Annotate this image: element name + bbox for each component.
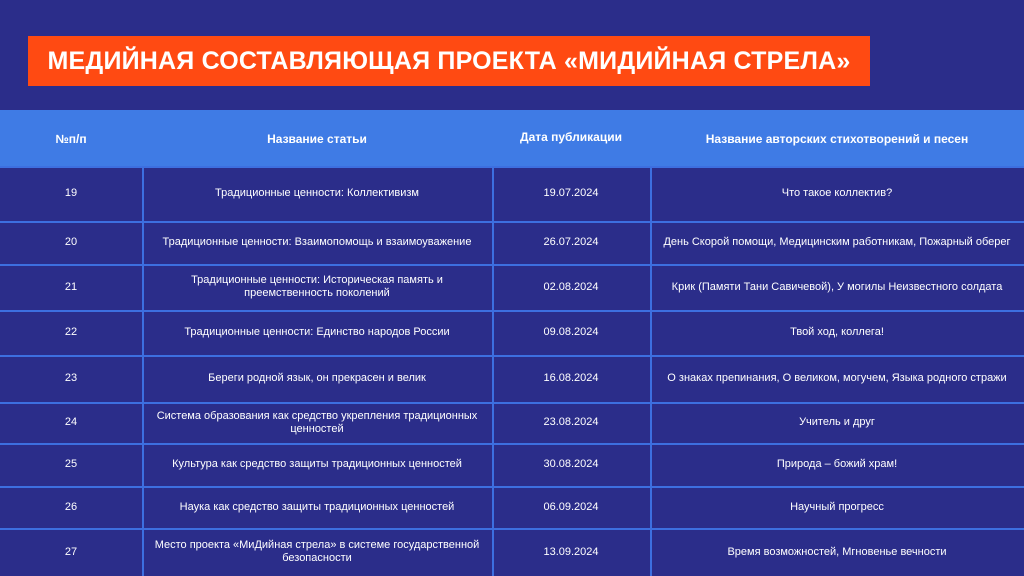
column-divider [650,445,652,486]
cell-article: Система образования как средство укрепления традиционных ценностей [156,409,478,435]
cell-num: 20 [64,236,78,248]
cell-num: 26 [64,500,78,513]
cell-article: Береги родной язык, он прекрасен и велик [208,372,426,384]
column-divider [142,312,144,355]
cell-date: 02.08.2024 [543,280,599,293]
header-article: Название статьи [267,132,367,146]
table-row [0,528,1024,576]
column-divider [650,168,652,221]
cell-article: Традиционные ценности: Взаимопомощь и взаимоуважение [162,236,472,248]
cell-date: 06.09.2024 [543,500,599,513]
table-row [0,443,1024,486]
table-row [0,166,1024,221]
column-divider [650,488,652,528]
cell-article: Традиционные ценности: Историческая память и преемственность поколений [191,274,443,299]
table-row [0,310,1024,355]
column-divider [492,530,494,576]
cell-poems: Крик (Памяти Тани Савичевой), У могилы Неизвестного солдата [671,280,1003,293]
cell-poems: Учитель и друг [799,416,875,428]
cell-date: 16.08.2024 [543,372,599,384]
cell-num: 25 [64,458,78,470]
column-divider [650,312,652,355]
cell-article: Место проекта «МиДийная стрела» в системе государственной безопасности [154,539,480,564]
cell-date: 26.07.2024 [543,236,599,248]
column-divider [492,445,494,486]
cell-poems: Научный прогресс [790,500,884,513]
column-divider [492,312,494,355]
cell-poems: О знаках препинания, О великом, могучем, Языка родного стражи [667,372,1007,384]
column-divider [142,168,144,221]
cell-num: 22 [64,326,78,338]
row-divider [0,264,1024,266]
cell-article: Культура как средство защиты традиционных ценностей [172,458,462,470]
column-divider [142,488,144,528]
column-divider [650,266,652,310]
cell-date: 13.09.2024 [543,545,599,558]
column-divider [142,357,144,402]
table-row [0,402,1024,443]
column-divider [650,223,652,264]
header-num: №п/п [55,132,87,146]
column-divider [142,266,144,310]
row-divider [0,528,1024,530]
cell-poems: Что такое коллектив? [781,187,893,199]
table-row [0,221,1024,264]
cell-article: Традиционные ценности: Единство народов России [184,326,450,338]
cell-article: Наука как средство защиты традиционных ценностей [179,500,455,513]
row-divider [0,310,1024,312]
cell-num: 23 [64,372,78,384]
column-divider [142,530,144,576]
column-divider [650,404,652,443]
slide-title: МЕДИЙНАЯ СОСТАВЛЯЮЩАЯ ПРОЕКТА «МИДИЙНАЯ СТРЕЛА» [47,46,851,75]
row-divider [0,221,1024,223]
column-divider [492,357,494,402]
header-poems: Название авторских стихотворений и песен [705,132,969,146]
cell-num: 24 [64,416,78,428]
column-divider [492,404,494,443]
slide-title-banner [28,36,870,86]
cell-article: Традиционные ценности: Коллективизм [215,187,419,199]
table-row [0,355,1024,402]
column-divider [142,404,144,443]
column-divider [492,488,494,528]
column-divider [142,445,144,486]
column-divider [492,266,494,310]
row-divider [0,486,1024,488]
row-divider [0,166,1024,168]
row-divider [0,355,1024,357]
cell-date: 23.08.2024 [543,416,599,428]
column-divider [142,223,144,264]
column-divider [492,168,494,221]
cell-poems: Время возможностей, Мгновенье вечности [727,545,947,558]
cell-date: 30.08.2024 [543,458,599,470]
cell-poems: Природа – божий храм! [776,458,898,470]
cell-num: 21 [64,280,78,293]
header-date: Дата публикации [520,130,622,144]
row-divider [0,443,1024,445]
cell-poems: Твой ход, коллега! [790,326,884,338]
cell-date: 09.08.2024 [543,326,599,338]
cell-poems: День Скорой помощи, Медицинским работникам, Пожарный оберег [663,236,1011,248]
row-divider [0,402,1024,404]
column-divider [492,223,494,264]
cell-num: 19 [64,187,78,199]
column-divider [650,357,652,402]
cell-num: 27 [64,545,78,558]
table-header [0,110,1024,166]
cell-date: 19.07.2024 [543,187,599,199]
table-row [0,486,1024,528]
table-row [0,264,1024,310]
column-divider [650,530,652,576]
